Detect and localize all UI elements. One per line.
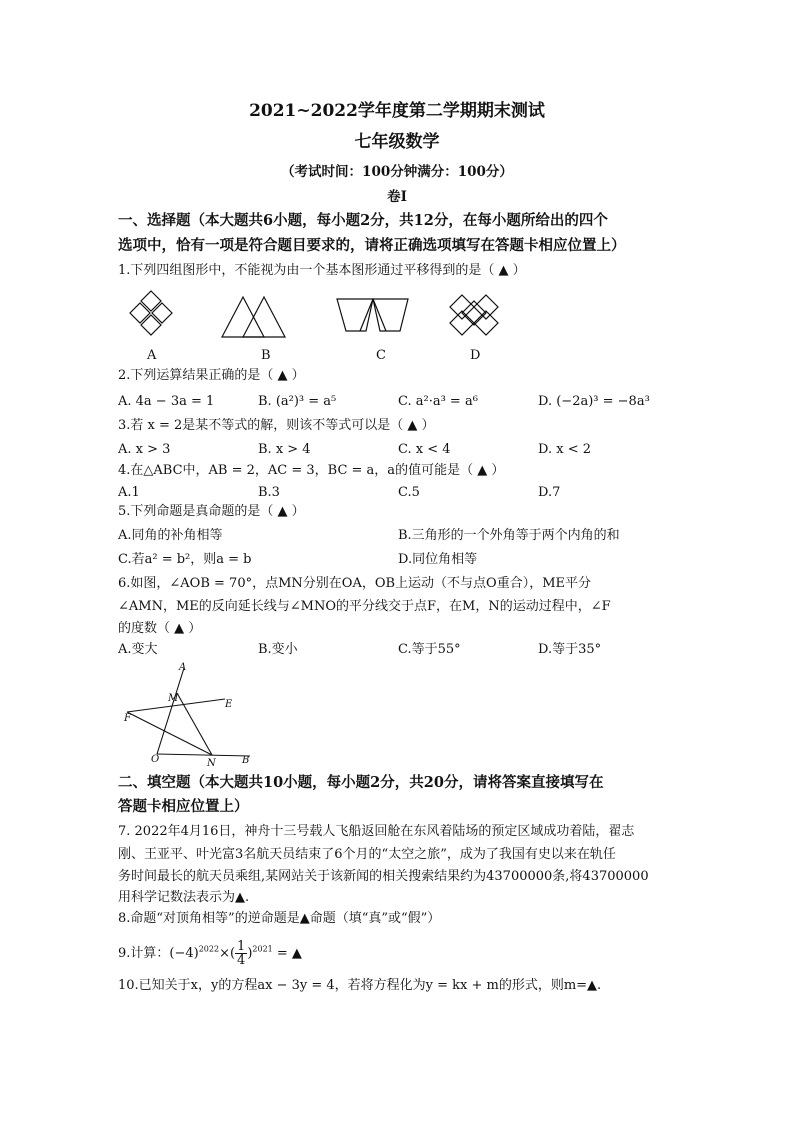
q6-option-b: B.变小 <box>258 642 298 657</box>
subject-title: 七年级数学 <box>354 132 440 152</box>
figure-b-triangles <box>222 297 285 337</box>
q3-option-b: B. x > 4 <box>258 442 311 457</box>
q4-option-a: A.1 <box>118 485 140 500</box>
q9-times: ×( <box>219 946 236 961</box>
q8-stem: 8.命题“对顶角相等”的逆命题是▲命题（填“真”或“假”） <box>118 911 441 926</box>
q6-line3: 的度数（ ▲ ） <box>118 621 202 636</box>
q10-stem: 10.已知关于x，y的方程ax − 3y = 4，若将方程化为y = kx + m的形式，则m=▲. <box>118 978 602 993</box>
q1-label-d: D <box>470 348 481 363</box>
exam-info: （考试时间：100分钟满分：100分） <box>281 164 513 180</box>
q5-stem: 5.下列命题是真命题的是（ ▲ ） <box>118 504 305 519</box>
q3-option-d: D. x < 2 <box>538 442 591 457</box>
q7-line1: 7. 2022年4月16日，神舟十三号载人飞船返回舱在东风着陆场的预定区域成功着陆，翟志 <box>118 824 635 839</box>
q5-option-b: B.三角形的一个外角等于两个内角的和 <box>398 528 620 543</box>
q9-prefix: 9.计算： <box>118 946 170 961</box>
q9-exp1: 2022 <box>198 944 220 954</box>
label-n: N <box>207 758 216 769</box>
q9-suffix: = ▲ <box>272 946 302 961</box>
q4-option-b: B.3 <box>258 485 280 500</box>
label-e: E <box>225 699 233 710</box>
label-a: A <box>179 662 187 673</box>
figure-c-parallelograms <box>337 299 408 331</box>
q6-line2: ∠AMN，ME的反向延长线与∠MNO的平分线交于点F，在M，N的运动过程中，∠F <box>118 599 611 614</box>
label-o: O <box>151 754 160 765</box>
label-f: F <box>124 713 131 724</box>
q5-option-a: A.同角的补角相等 <box>118 528 223 543</box>
q1-stem: 1.下列四组图形中，不能视为由一个基本图形通过平移得到的是（ ▲ ） <box>118 263 526 278</box>
q4-option-d: D.7 <box>538 485 561 500</box>
q1-label-a: A <box>147 348 157 363</box>
q1-figures <box>110 285 510 365</box>
section1-heading-line1: 一、选择题（本大题共6小题，每小题2分，共12分，在每小题所给出的四个 <box>118 212 608 229</box>
q6-option-a: A.变大 <box>118 642 158 657</box>
figure-a-diamonds <box>130 291 172 335</box>
exam-title: 2021~2022学年度第二学期期末测试 <box>249 101 545 121</box>
q2-option-c: C. a²·a³ = a⁶ <box>398 394 478 409</box>
q9-close: ) <box>247 946 253 961</box>
section1-heading-line2: 选项中，恰有一项是符合题目要求的，请将正确选项填写在答题卡相应位置上） <box>118 237 626 254</box>
q9-expression <box>118 940 302 967</box>
q2-option-d: D. (−2a)³ = −8a³ <box>538 394 650 409</box>
q7-line4: 用科学记数法表示为▲. <box>118 890 250 905</box>
q6-option-c: C.等于55° <box>398 642 461 657</box>
q4-stem: 4.在△ABC中，AB = 2，AC = 3，BC = a，a的值可能是（ ▲ ） <box>118 463 505 478</box>
section2-heading-line2: 答题卡相应位置上） <box>118 798 249 815</box>
q9-fraction <box>235 940 247 967</box>
figure-d-diamonds <box>450 295 498 335</box>
label-b: B <box>242 755 250 766</box>
q2-option-b: B. (a²)³ = a⁵ <box>258 394 337 409</box>
q3-option-c: C. x < 4 <box>398 442 451 457</box>
q9-frac-den: 4 <box>237 953 246 968</box>
q9-exp2: 2021 <box>252 944 273 954</box>
q5-option-c: C.若a² = b²，则a = b <box>118 552 252 567</box>
q2-option-a: A. 4a − 3a = 1 <box>118 394 215 409</box>
ray-ob <box>157 754 250 756</box>
q2-stem: 2.下列运算结果正确的是（ ▲ ） <box>118 368 305 383</box>
q7-line3: 务时间最长的航天员乘组,某网站关于该新闻的相关搜索结果约为43700000条,将43700000 <box>118 869 649 884</box>
q9-base: (−4) <box>169 946 199 961</box>
q1-label-b: B <box>261 348 271 363</box>
q6-line1: 6.如图，∠AOB = 70°，点MN分别在OA，OB上运动（不与点O重合），ME平分 <box>118 576 591 591</box>
q6-angle-figure <box>115 660 275 770</box>
ray-oa <box>157 668 184 754</box>
q1-label-c: C <box>376 348 386 363</box>
q3-stem: 3.若 x = 2是某不等式的解，则该不等式可以是（ ▲ ） <box>118 418 435 433</box>
q4-option-c: C.5 <box>398 485 420 500</box>
q9-frac-num: 1 <box>237 939 246 954</box>
q5-option-d: D.同位角相等 <box>398 552 478 567</box>
q7-line2: 刚、王亚平、叶光富3名航天员结束了6个月的“太空之旅”，成为了我国有史以来在轨任 <box>118 847 616 862</box>
q6-option-d: D.等于35° <box>538 642 602 657</box>
q3-option-a: A. x > 3 <box>118 442 171 457</box>
volume-label: 卷Ⅰ <box>387 189 407 205</box>
section2-heading-line1: 二、填空题（本大题共10小题，每小题2分，共20分，请将答案直接填写在 <box>118 774 604 791</box>
label-m: M <box>168 693 179 704</box>
